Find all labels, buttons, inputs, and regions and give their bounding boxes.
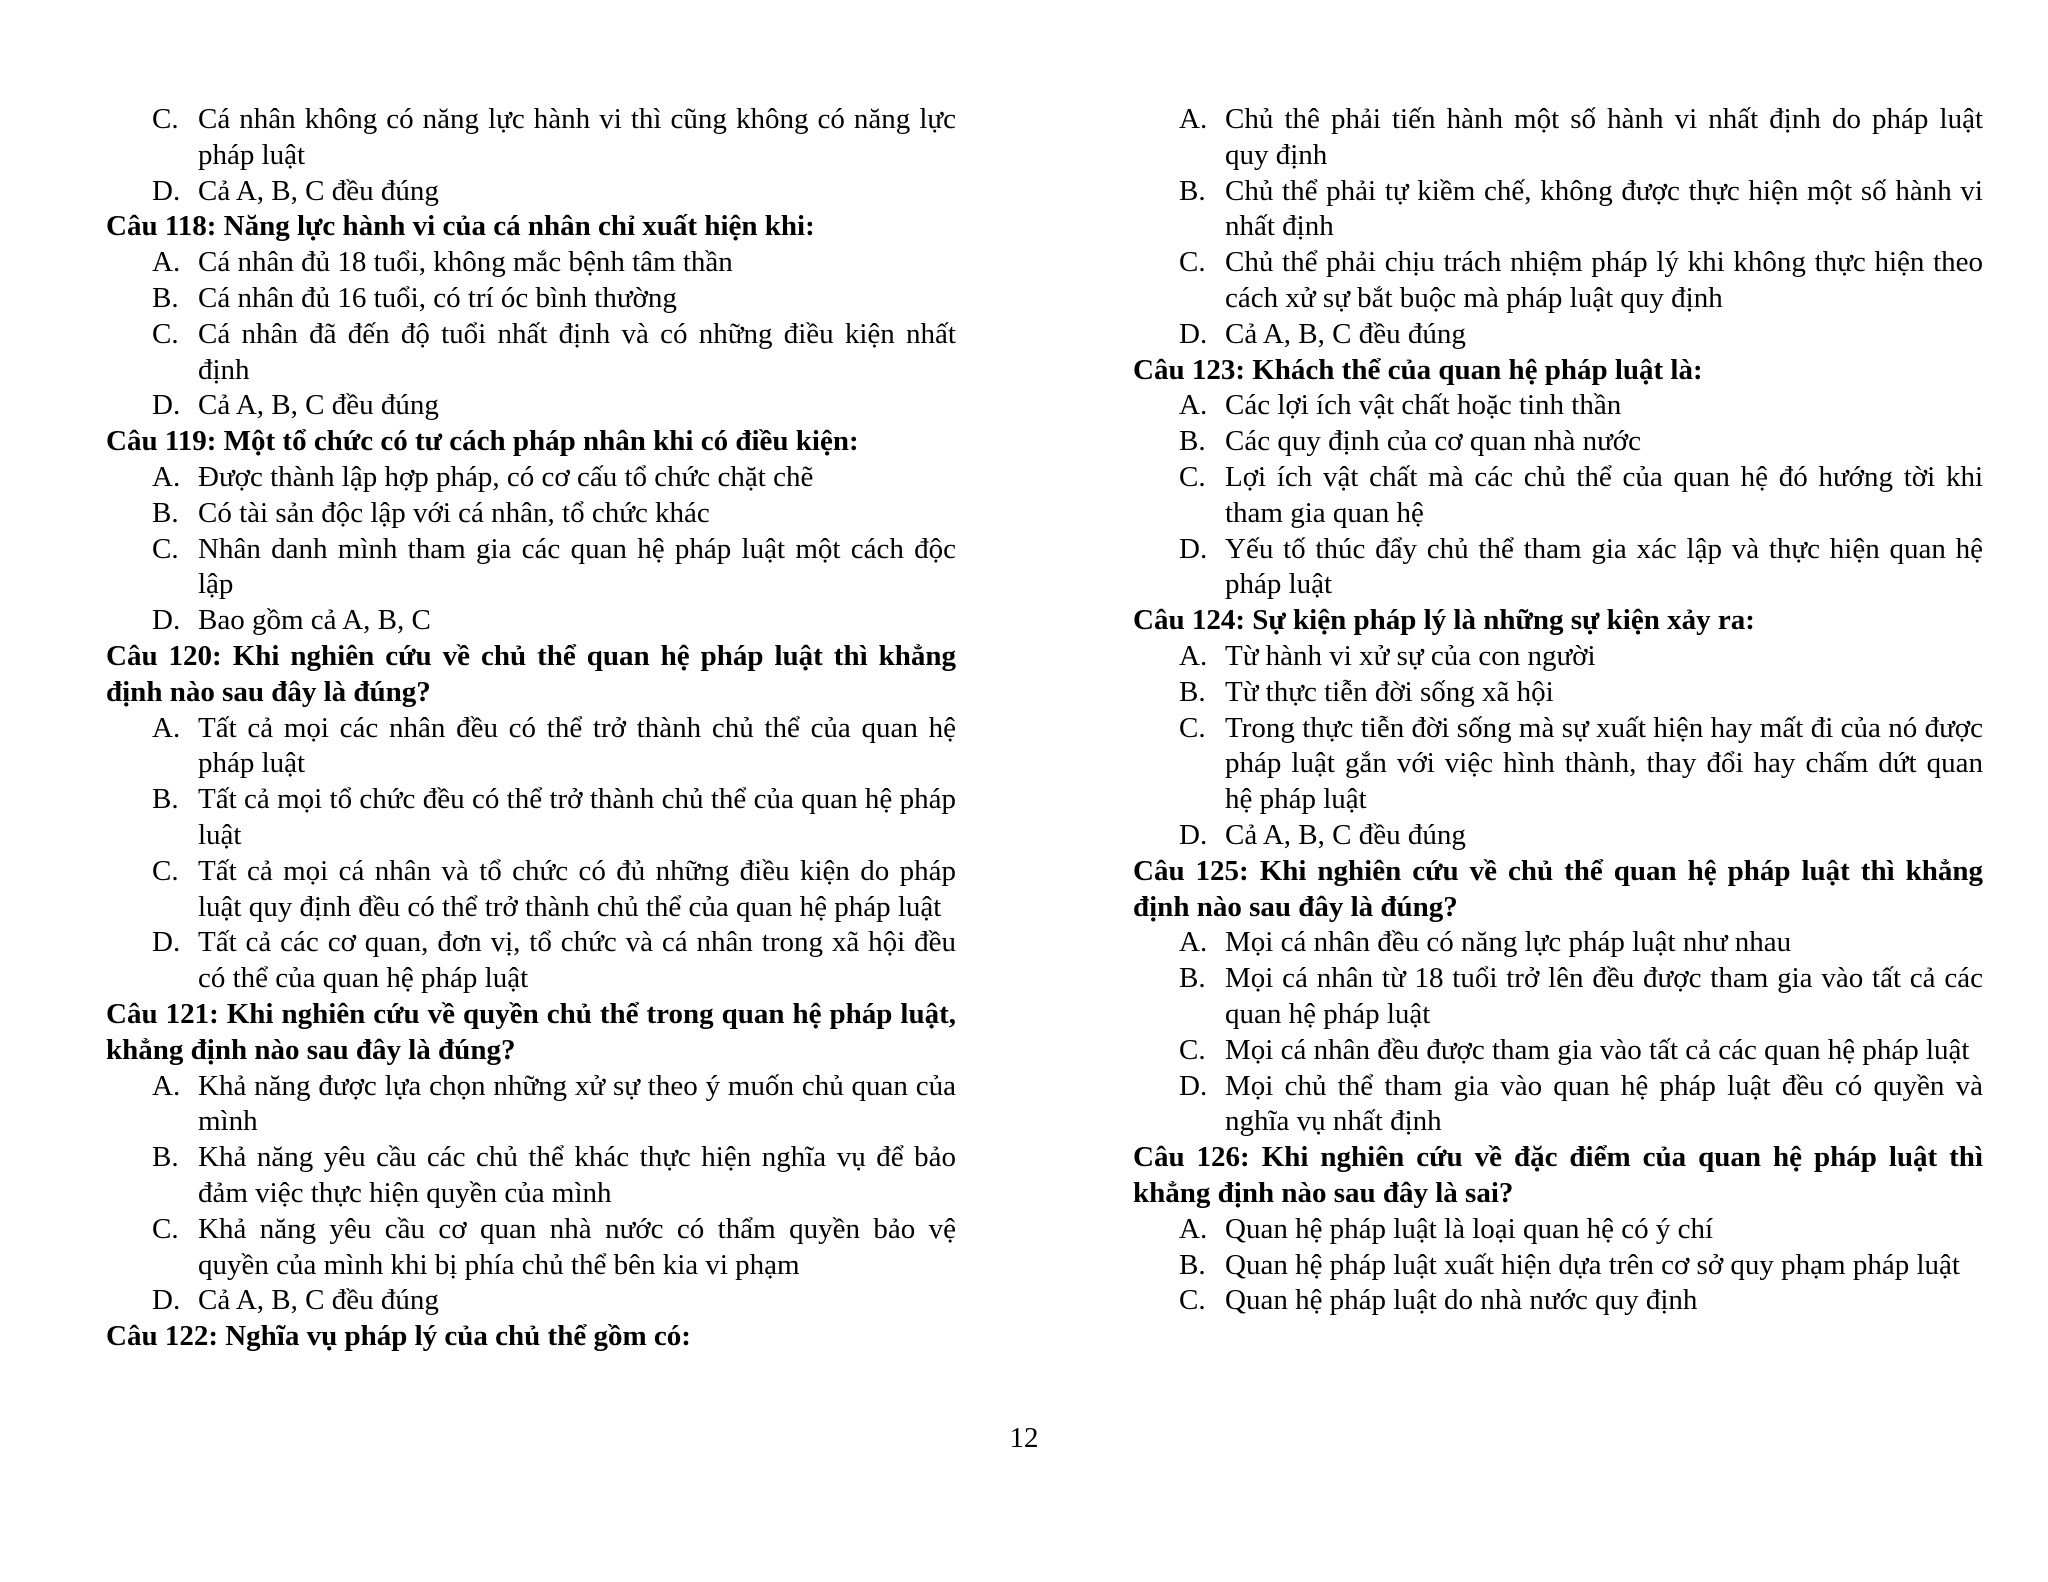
option-letter: B.: [1179, 962, 1206, 995]
answer-option: [106, 281, 956, 317]
option-letter: D.: [152, 926, 181, 959]
answer-option: [1133, 1212, 1983, 1248]
answer-option: [1133, 1033, 1983, 1069]
option-letter: D.: [152, 174, 181, 207]
option-text: Mọi cá nhân đều có năng lực pháp luật như nhau: [1225, 926, 1792, 959]
answer-option: [106, 1140, 956, 1212]
answer-option: [1133, 1248, 1983, 1284]
option-letter: A.: [1179, 103, 1208, 135]
option-letter: C.: [152, 317, 179, 350]
answer-option: [106, 174, 956, 210]
answer-option: [1133, 639, 1983, 675]
option-letter: B.: [1179, 174, 1206, 207]
option-letter: C.: [1179, 711, 1206, 744]
answer-option: [1133, 460, 1983, 532]
question-heading: Câu 124: Sự kiện pháp lý là những sự kiện xảy ra:: [1133, 604, 1755, 637]
option-letter: D.: [152, 389, 181, 422]
option-letter: A.: [1179, 1212, 1208, 1245]
option-text: Cả A, B, C đều đúng: [198, 389, 439, 422]
answer-option: [1133, 245, 1983, 317]
option-text: Tất cả các cơ quan, đơn vị, tổ chức và cá nhân trong xã hội đều có thể của quan hệ pháp luật: [198, 926, 956, 995]
option-text: Cá nhân đủ 18 tuổi, không mắc bệnh tâm thần: [198, 246, 733, 279]
answer-option: [1133, 961, 1983, 1033]
option-text: Khả năng yêu cầu cơ quan nhà nước có thẩm quyền bảo vệ quyền của mình khi bị phía chủ thể bên kia vi phạm: [198, 1212, 956, 1281]
option-letter: B.: [152, 281, 179, 314]
option-letter: C.: [1179, 1033, 1206, 1066]
question-heading: Câu 125: Khi nghiên cứu về chủ thể quan hệ pháp luật thì khẳng định nào sau đây là đúng?: [1133, 854, 1983, 923]
option-text: Cả A, B, C đều đúng: [1225, 818, 1466, 851]
option-text: Chủ thể phải chịu trách nhiệm pháp lý khi không thực hiện theo cách xử sự bắt buộc mà pháp luật quy định: [1225, 246, 1983, 314]
answer-option: [106, 460, 956, 496]
option-letter: A.: [152, 711, 181, 744]
option-text: Từ hành vi xử sự của con người: [1225, 639, 1596, 672]
option-letter: A.: [1179, 389, 1208, 422]
question-heading: Câu 122: Nghĩa vụ pháp lý của chủ thể gồm có:: [106, 1320, 691, 1353]
option-text: Cả A, B, C đều đúng: [198, 174, 439, 207]
answer-option: [106, 1283, 956, 1319]
option-text: Chủ thê phải tiến hành một số hành vi nhất định do pháp luật quy định: [1225, 103, 1983, 171]
option-letter: C.: [1179, 1284, 1206, 1317]
option-text: Quan hệ pháp luật do nhà nước quy định: [1225, 1284, 1698, 1317]
question-heading: Câu 118: Năng lực hành vi của cá nhân chỉ xuất hiện khi:: [106, 210, 815, 243]
option-text: Chủ thể phải tự kiềm chế, không được thực hiện một số hành vi nhất định: [1225, 174, 1983, 243]
answer-option: [106, 1069, 956, 1141]
option-letter: C.: [152, 1212, 179, 1245]
answer-option: [106, 317, 956, 389]
answer-option: [106, 854, 956, 926]
option-text: Cá nhân đủ 16 tuổi, có trí óc bình thường: [198, 281, 677, 314]
option-letter: D.: [1179, 532, 1208, 565]
option-text: Cả A, B, C đều đúng: [1225, 317, 1466, 350]
answer-option: [106, 245, 956, 281]
option-letter: C.: [152, 532, 179, 565]
answer-option: [1133, 388, 1983, 424]
answer-option: [1133, 675, 1983, 711]
option-text: Khả năng được lựa chọn những xử sự theo ý muốn chủ quan của mình: [198, 1069, 956, 1138]
option-letter: B.: [152, 496, 179, 529]
option-letter: B.: [1179, 425, 1206, 458]
question-heading: Câu 120: Khi nghiên cứu về chủ thể quan hệ pháp luật thì khẳng định nào sau đây là đúng?: [106, 639, 956, 708]
answer-option: [106, 388, 956, 424]
option-text: Có tài sản độc lập với cá nhân, tổ chức khác: [198, 496, 710, 529]
option-letter: A.: [1179, 926, 1208, 959]
option-letter: B.: [1179, 1248, 1206, 1281]
answer-option: [1133, 174, 1983, 246]
option-letter: B.: [152, 783, 179, 816]
option-letter: D.: [1179, 1069, 1208, 1102]
answer-option: [106, 925, 956, 997]
option-text: Yếu tố thúc đẩy chủ thể tham gia xác lập và thực hiện quan hệ pháp luật: [1225, 532, 1983, 601]
option-letter: D.: [152, 604, 181, 637]
option-text: Quan hệ pháp luật là loại quan hệ có ý chí: [1225, 1212, 1714, 1245]
option-text: Tất cả mọi các nhân đều có thể trở thành chủ thể của quan hệ pháp luật: [198, 711, 956, 780]
option-letter: D.: [1179, 818, 1208, 851]
option-text: Tất cả mọi tổ chức đều có thể trở thành chủ thể của quan hệ pháp luật: [198, 783, 956, 851]
option-text: Được thành lập hợp pháp, có cơ cấu tổ chức chặt chẽ: [198, 460, 814, 493]
option-text: Trong thực tiễn đời sống mà sự xuất hiện hay mất đi của nó được pháp luật gắn với việc hình thành, thay đổi hay chấm dứt quan hệ pháp luật: [1225, 711, 1983, 816]
option-text: Từ thực tiễn đời sống xã hội: [1225, 675, 1554, 708]
answer-option: [1133, 102, 1983, 174]
left-column: [106, 102, 956, 1355]
option-text: Tất cả mọi cá nhân và tổ chức có đủ những điều kiện do pháp luật quy định đều có thể trở thành chủ thể của quan hệ pháp luật: [198, 854, 956, 923]
option-text: Các lợi ích vật chất hoặc tinh thần: [1225, 389, 1622, 422]
question-heading: Câu 119: Một tổ chức có tư cách pháp nhân khi có điều kiện:: [106, 425, 859, 458]
answer-option: [106, 496, 956, 532]
answer-option: [1133, 424, 1983, 460]
option-letter: B.: [1179, 675, 1206, 708]
option-text: Các quy định của cơ quan nhà nước: [1225, 425, 1642, 458]
option-text: Cả A, B, C đều đúng: [198, 1284, 439, 1317]
answer-option: [106, 532, 956, 604]
option-letter: A.: [1179, 639, 1208, 672]
option-text: Mọi cá nhân từ 18 tuổi trở lên đều được tham gia vào tất cả các quan hệ pháp luật: [1225, 962, 1983, 1030]
option-text: Cá nhân không có năng lực hành vi thì cũng không có năng lực pháp luật: [198, 103, 956, 171]
page-number: 12: [1009, 1422, 1039, 1454]
option-letter: C.: [152, 854, 179, 887]
option-letter: B.: [152, 1141, 179, 1174]
option-text: Cá nhân đã đến độ tuổi nhất định và có những điều kiện nhất định: [198, 317, 956, 386]
right-column: [1133, 102, 1983, 1319]
answer-option: [1133, 317, 1983, 353]
option-text: Khả năng yêu cầu các chủ thể khác thực hiện nghĩa vụ để bảo đảm việc thực hiện quyền của mình: [198, 1141, 956, 1209]
option-letter: C.: [1179, 460, 1206, 493]
option-letter: D.: [1179, 317, 1208, 350]
option-text: Bao gồm cả A, B, C: [198, 604, 431, 637]
option-letter: D.: [152, 1284, 181, 1317]
option-text: Mọi cá nhân đều được tham gia vào tất cả các quan hệ pháp luật: [1225, 1033, 1970, 1066]
answer-option: [106, 102, 956, 174]
option-letter: A.: [152, 246, 181, 279]
option-letter: C.: [152, 103, 179, 135]
option-letter: A.: [152, 460, 181, 493]
option-letter: C.: [1179, 246, 1206, 279]
answer-option: [1133, 1069, 1983, 1141]
answer-option: [1133, 818, 1983, 854]
question-heading: Câu 126: Khi nghiên cứu về đặc điểm của quan hệ pháp luật thì khẳng định nào sau đây là sai?: [1133, 1141, 1983, 1209]
option-text: Quan hệ pháp luật xuất hiện dựa trên cơ sở quy phạm pháp luật: [1225, 1248, 1960, 1281]
answer-option: [106, 782, 956, 854]
question-heading: Câu 121: Khi nghiên cứu về quyền chủ thể trong quan hệ pháp luật, khẳng định nào sau đây là đúng?: [106, 997, 956, 1066]
option-text: Lợi ích vật chất mà các chủ thể của quan hệ đó hướng tời khi tham gia quan hệ: [1225, 460, 1983, 529]
option-text: Nhân danh mình tham gia các quan hệ pháp luật một cách độc lập: [198, 532, 956, 601]
answer-option: [106, 711, 956, 783]
option-text: Mọi chủ thể tham gia vào quan hệ pháp luật đều có quyền và nghĩa vụ nhất định: [1225, 1069, 1983, 1138]
answer-option: [1133, 925, 1983, 961]
answer-option: [1133, 1283, 1983, 1319]
option-letter: A.: [152, 1069, 181, 1102]
answer-option: [1133, 532, 1983, 604]
question-heading: Câu 123: Khách thể của quan hệ pháp luật là:: [1133, 353, 1703, 386]
answer-option: [1133, 711, 1983, 818]
answer-option: [106, 603, 956, 639]
answer-option: [106, 1212, 956, 1284]
